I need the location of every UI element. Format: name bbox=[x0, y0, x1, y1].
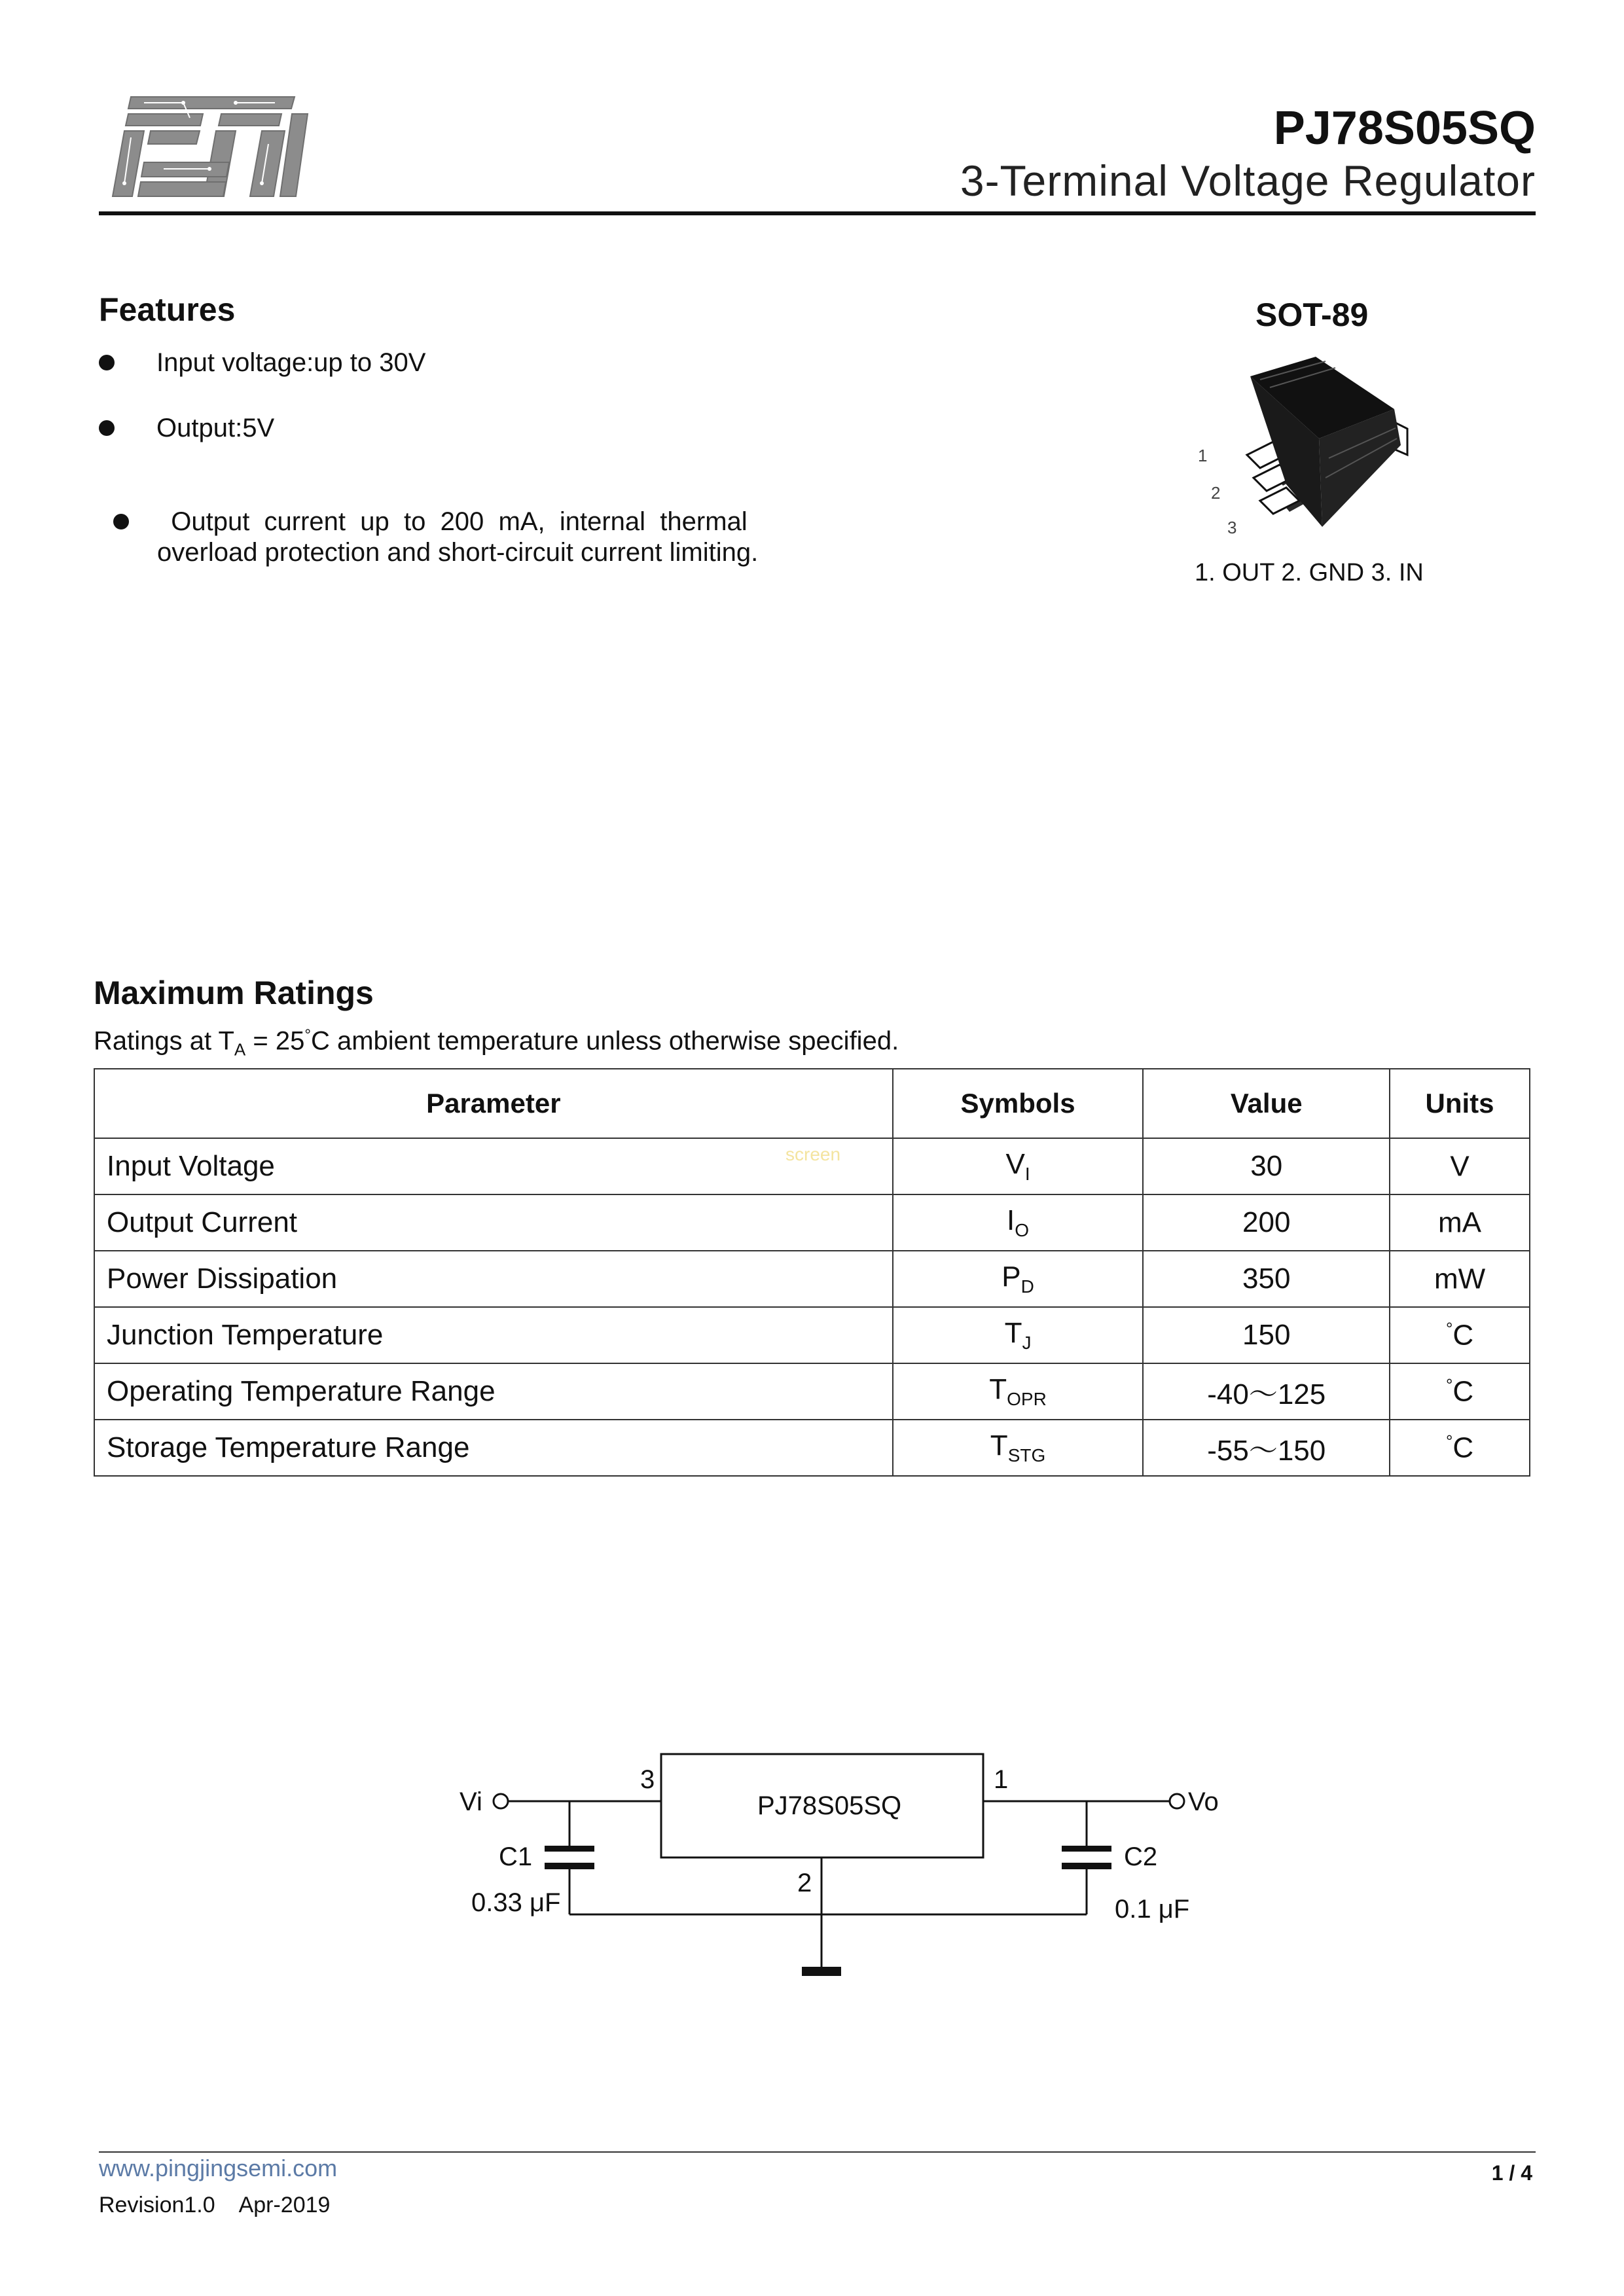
pin-number-1: 1 bbox=[1198, 446, 1208, 465]
capacitor-c1-plate bbox=[545, 1846, 594, 1852]
unit-cell: V bbox=[1390, 1138, 1530, 1194]
application-circuit bbox=[445, 1728, 1244, 2003]
column-header-parameter: Parameter bbox=[94, 1069, 893, 1138]
value-cell: -55～150 bbox=[1143, 1420, 1390, 1476]
ground-symbol bbox=[802, 1967, 841, 1976]
sot89-package-image bbox=[1191, 347, 1427, 543]
column-header-symbols: Symbols bbox=[893, 1069, 1144, 1138]
parameter-cell: Operating Temperature Range bbox=[94, 1363, 893, 1420]
input-terminal bbox=[494, 1794, 508, 1808]
pin-legend: 1. OUT 2. GND 3. IN bbox=[1195, 559, 1424, 586]
capacitor-c1-plate bbox=[545, 1863, 594, 1869]
parameter-cell: Junction Temperature bbox=[94, 1307, 893, 1363]
value-cell: 200 bbox=[1143, 1194, 1390, 1251]
symbol-cell: $I_O$ bbox=[893, 1194, 1144, 1251]
value-cell: -40～125 bbox=[1143, 1363, 1390, 1420]
table-row bbox=[94, 1251, 1530, 1307]
ic-label: PJ78S05SQ bbox=[757, 1791, 902, 1820]
table-header-row bbox=[94, 1069, 1530, 1138]
vo-label: Vo bbox=[1188, 1787, 1219, 1816]
document-subtitle: 3-Terminal Voltage Regulator bbox=[960, 156, 1536, 205]
pin3-label: 3 bbox=[640, 1765, 655, 1794]
symbol-cell: $T_{STG}$ bbox=[893, 1420, 1144, 1476]
page-number: 1 / 4 bbox=[1491, 2161, 1532, 2185]
unit-cell: mA bbox=[1390, 1194, 1530, 1251]
symbol-cell: $T_{OPR}$ bbox=[893, 1363, 1144, 1420]
table-row bbox=[94, 1363, 1530, 1420]
capacitor-c2-plate bbox=[1062, 1846, 1111, 1852]
c2-label: C2 bbox=[1124, 1842, 1158, 1871]
table-row bbox=[94, 1420, 1530, 1476]
footer-divider bbox=[99, 2151, 1536, 2153]
value-cell: 150 bbox=[1143, 1307, 1390, 1363]
bullet-icon bbox=[113, 514, 129, 529]
max-ratings-table bbox=[94, 1068, 1530, 1477]
c2-value: 0.1 μF bbox=[1115, 1895, 1190, 1924]
c1-value: 0.33 μF bbox=[471, 1888, 561, 1917]
pin-number-3: 3 bbox=[1227, 518, 1237, 537]
ratings-title: Maximum Ratings bbox=[94, 975, 374, 1011]
c1-label: C1 bbox=[499, 1842, 533, 1871]
table-row bbox=[94, 1307, 1530, 1363]
bullet-icon bbox=[99, 420, 115, 436]
parameter-cell: Input Voltage bbox=[94, 1138, 893, 1194]
pin2-label: 2 bbox=[797, 1869, 812, 1897]
unit-cell: °C bbox=[1390, 1420, 1530, 1476]
pin1-label: 1 bbox=[994, 1765, 1009, 1794]
ratings-note: Ratings at $T_A = 25^\circ C$ ambient temperature unless otherwise specified. bbox=[94, 1026, 899, 1060]
bullet-icon bbox=[99, 355, 115, 370]
features-title: Features bbox=[99, 291, 236, 328]
package-title: SOT-89 bbox=[1255, 296, 1369, 333]
footer-website-link[interactable]: www.pingjingsemi.com bbox=[99, 2155, 338, 2181]
revision-info: Revision1.0 Apr-2019 bbox=[99, 2193, 331, 2217]
watermark-text: screen bbox=[785, 1144, 841, 1164]
feature-item: Output current up to 200 mA, internal thermal bbox=[99, 476, 748, 537]
symbol-cell: $V_I$ bbox=[893, 1138, 1144, 1194]
vi-label: Vi bbox=[460, 1787, 482, 1816]
capacitor-c2-plate bbox=[1062, 1863, 1111, 1869]
parameter-cell: Power Dissipation bbox=[94, 1251, 893, 1307]
company-logo bbox=[105, 92, 314, 203]
column-header-value: Value bbox=[1143, 1069, 1390, 1138]
symbol-cell: $T_J$ bbox=[893, 1307, 1144, 1363]
unit-cell: mW bbox=[1390, 1251, 1530, 1307]
pin-number-2: 2 bbox=[1211, 483, 1221, 503]
feature-item: Input voltage:up to 30V bbox=[99, 347, 425, 378]
output-terminal bbox=[1170, 1794, 1184, 1808]
column-header-units: Units bbox=[1390, 1069, 1530, 1138]
value-cell: 350 bbox=[1143, 1251, 1390, 1307]
header-divider bbox=[99, 211, 1536, 215]
symbol-cell: $P_D$ bbox=[893, 1251, 1144, 1307]
parameter-cell: Output Current bbox=[94, 1194, 893, 1251]
feature-item: Output:5V bbox=[99, 412, 274, 443]
feature-item-continued: overload protection and short-circuit current limiting. bbox=[157, 538, 759, 567]
part-number: PJ78S05SQ bbox=[1273, 102, 1536, 154]
unit-cell: °C bbox=[1390, 1363, 1530, 1420]
unit-cell: °C bbox=[1390, 1307, 1530, 1363]
table-row bbox=[94, 1194, 1530, 1251]
parameter-cell: Storage Temperature Range bbox=[94, 1420, 893, 1476]
value-cell: 30 bbox=[1143, 1138, 1390, 1194]
